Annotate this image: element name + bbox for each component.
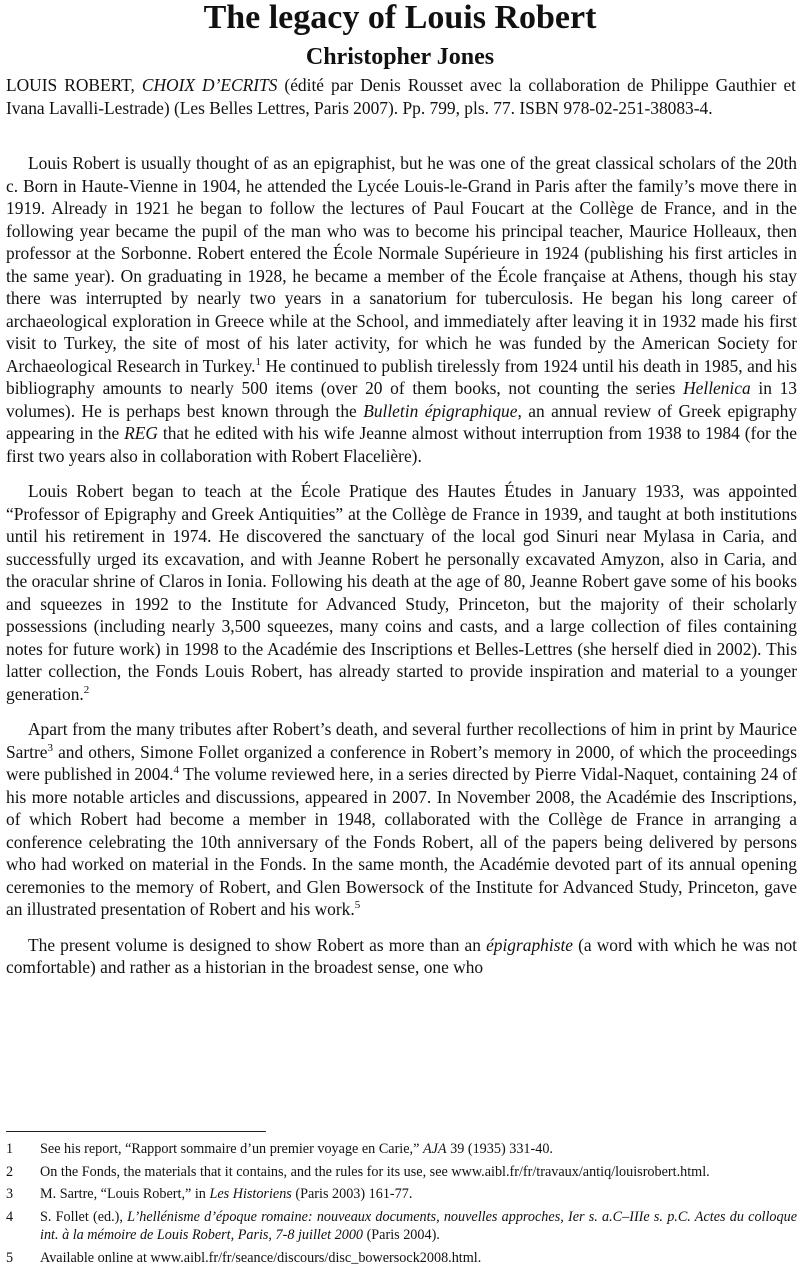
footnote-number: 1 xyxy=(6,1141,14,1157)
footnote-ref-5[interactable]: 5 xyxy=(354,899,361,912)
paragraph-1 xyxy=(6,152,797,467)
text-run: See his report, “Rapport sommaire d’un premier voyage en Carie,” xyxy=(40,1141,423,1157)
footnote-divider xyxy=(6,1131,266,1132)
author-name: Christopher Jones xyxy=(305,44,495,70)
text-run: Apart from the many tributes after Robert’s death, and several further recollections of him in print by Maurice Sartre xyxy=(6,719,797,762)
journal-aja: AJA xyxy=(422,1141,447,1157)
footnote-ref-3[interactable]: 3 xyxy=(47,741,54,754)
page-title: The legacy of Louis Robert xyxy=(203,0,597,36)
footnote-2 xyxy=(6,1163,797,1182)
text-run: , an annual review of Greek epigraphy appearing in the xyxy=(6,400,797,443)
text-run: He continued to publish tirelessly from 1924 until his death in 1985, and his bibliography amounts to nearly 500 items (over 20 of them books, not counting the series xyxy=(6,355,797,398)
text-run: (Paris 2004). xyxy=(363,1227,440,1243)
book-citation xyxy=(6,74,796,120)
footnote-4 xyxy=(6,1208,797,1245)
footnote-text: On the Fonds, the materials that it contains, and the rules for its use, see www.aibl.fr/fr/travaux/antiq/louisrobert.html. xyxy=(40,1163,710,1180)
footnote-ref-2[interactable]: 2 xyxy=(83,683,90,696)
title-bulletin-epigraphique: Bulletin épigraphique xyxy=(363,400,518,421)
footnote-5 xyxy=(6,1249,797,1268)
footnote-number: 2 xyxy=(6,1163,14,1180)
citation-author: LOUIS ROBERT, xyxy=(6,75,142,95)
paragraph-4 xyxy=(6,934,797,979)
footnote-text: Available online at www.aibl.fr/fr/seance/discours/disc_bowersock2008.html. xyxy=(40,1249,482,1266)
paragraph-2 xyxy=(6,480,797,705)
citation-details: (édité par Denis Rousset avec la collaboration de Philippe Gauthier et Ivana Lavalli-Lestrade) (Les Belles Lettres, Paris 2007). Pp. 799, pls. 77. ISBN 978-02-251-38083-4. xyxy=(6,75,797,118)
text-run: 39 (1935) 331-40. xyxy=(446,1141,553,1157)
text-run: Louis Robert began to teach at the École Pratique des Hautes Études in January 1933, was appointed “Professor of Epigraphy and Greek Antiquities” at the Collège de France in 1939, and taught at both institutions until his retirement in 1974. He discovered the sanctuary of the local god Sinuri near Mylasa in Caria, and successfully urged its excavation, and with Jeanne Robert he personally excavated Amyzon, also in Caria, and the oracular shrine of Claros in Ionia. Following his death at the age of 80, Jeanne Robert gave some of his books and squeezes in 1992 to the Institute for Advanced Study, Princeton, but the majority of their scholarly possessions (including nearly 3,500 squeezes, many coins and casts, and a large collection of files containing notes for future work) in 1998 to the Académie des Inscriptions et Belles-Lettres (she herself died in 2002). This latter collection, the Fonds Louis Robert, has already started to provide inspiration and material to a younger generation. xyxy=(6,481,797,704)
title-reg: REG xyxy=(124,423,158,443)
footnote-text xyxy=(40,1140,797,1159)
work-title: L’hellénisme d’époque romaine: nouveaux documents, nouvelles approches, Ier s. a.C–IIIe s. p.C. Actes du colloque int. à la mémoire de Louis Robert, Paris, 7-8 juillet 2000 xyxy=(40,1208,798,1243)
footnote-text xyxy=(40,1208,797,1245)
citation-work: CHOIX D’ECRITS xyxy=(141,75,278,95)
text-run: M. Sartre, “Louis Robert,” in xyxy=(40,1186,210,1202)
text-run: (Paris 2003) 161-77. xyxy=(291,1186,413,1202)
footnotes xyxy=(6,1140,797,1271)
title-hellenica: Hellenica xyxy=(683,378,751,398)
text-run: in 13 volumes). He is perhaps best known through the xyxy=(6,378,797,421)
text-run: and others, Simone Follet organized a conference in Robert’s memory in 2000, of which the proceedings were published in 2004. xyxy=(6,741,797,784)
work-title: Les Historiens xyxy=(209,1186,292,1202)
footnote-number: 3 xyxy=(6,1186,14,1202)
article-body xyxy=(6,152,797,992)
footnote-number: 4 xyxy=(6,1208,14,1225)
footnote-1 xyxy=(6,1140,797,1159)
footnote-number: 5 xyxy=(6,1249,14,1266)
text-run: that he edited with his wife Jeanne almost without interruption from 1938 to 1984 (for the first two years also in collaboration with Robert Flacelière). xyxy=(6,423,797,466)
text-run: The present volume is designed to show Robert as more than an xyxy=(28,934,487,955)
text-run: The volume reviewed here, in a series directed by Pierre Vidal-Naquet, containing 24 of his more notable articles and discussions, appeared in 2007. In November 2008, the Académie des Inscriptions, of which Robert had become a member in 1948, collaborated with the Collège de France in arranging a conference celebrating the 10th anniversary of the Fonds Robert, all of the papers being delivered by persons who had worked on material in the Fonds. In the same month, the Académie devoted part of its annual opening ceremonies to the memory of Robert, and Glen Bowersock of the Institute for Advanced Study, Princeton, gave an illustrated presentation of Robert and his work. xyxy=(6,764,797,919)
footnote-ref-4[interactable]: 4 xyxy=(173,764,179,777)
term-epigraphiste: épigraphiste xyxy=(486,934,574,955)
text-run: Louis Robert is usually thought of as an epigraphist, but he was one of the great classical scholars of the 20th c. Born in Haute-Vienne in 1904, he attended the Lycée Louis-le-Grand in Paris after the family’s move there in 1919. Already in 1921 he began to follow the lectures of Paul Foucart at the Collège de France, and in the following year became the pupil of the man who was to become his principal teacher, Maurice Holleaux, then professor at the Sorbonne. Robert entered the École Normale Supérieure in 1924 (publishing his first articles in the same year). On graduating in 1928, he became a member of the École française at Athens, though his stay there was interrupted by nearly two years in a sanatorium for tuberculosis. He began his long career of archaeological exploration in Greece while at the School, and immediately after leaving it in 1932 made his first visit to Turkey, the site of most of his later activity, for which he was funded by the American Society for Archaeological Research in Turkey. xyxy=(6,153,797,376)
paragraph-3 xyxy=(6,718,797,921)
text-run: (a word with which he was not comfortable) and rather as a historian in the broadest sense, one who xyxy=(6,934,797,977)
footnote-text xyxy=(40,1185,797,1204)
footnote-ref-1[interactable]: 1 xyxy=(255,355,262,368)
footnote-3 xyxy=(6,1185,797,1204)
text-run: S. Follet (ed.), xyxy=(40,1208,128,1225)
